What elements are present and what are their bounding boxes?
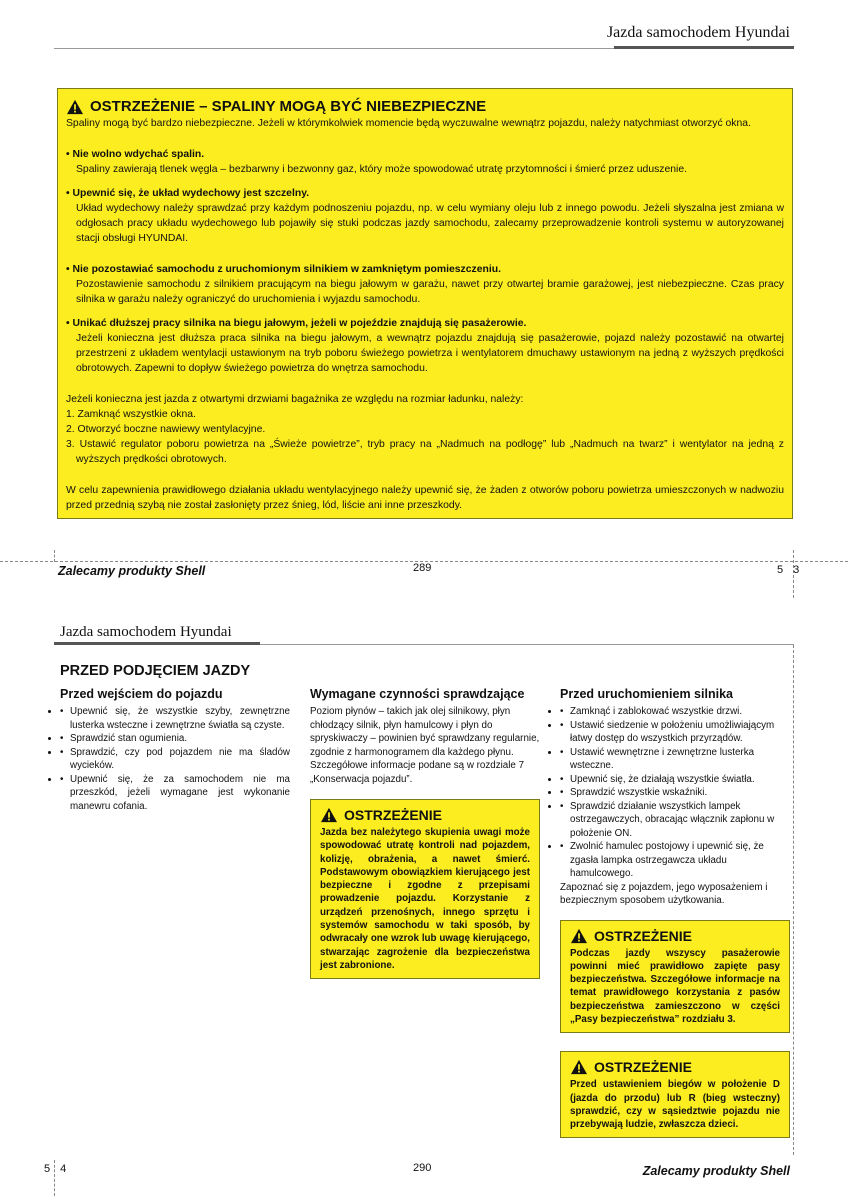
warning-bullet-text: Jeżeli konieczna jest dłuższa praca silnika na biegu jałowym, a wewnątrz pojazdu znajdują się pasażerowie, pojazd należy pozostawić na otwartej przestrzeni z układem wentylacji ustawionym na tryb poboru świeżego powietrza i wentylatorem dmuchawy ustawionym na jedną z wyższych prędkości obrotowych. Zapewni to dopływ świeżego powietrza do wnętrza samochodu.	[76, 333, 784, 374]
list-item: • • Upewnić się, że za samochodem nie ma przeszkód, jeżeli wymagane jest wykonanie manewru cofania.	[60, 773, 290, 814]
warning-title: OSTRZEŻENIE	[344, 807, 443, 823]
page-number: 289	[413, 562, 432, 574]
warning-bullet-text: Spaliny zawierają tlenek węgla – bezbarwny i bezwonny gaz, który może spowodować utratę przytomności i śmierć przez uduszenie.	[76, 164, 688, 175]
footer-brand: Zalecamy produkty Shell	[642, 1164, 790, 1178]
checklist	[560, 705, 790, 881]
page-header: Jazda samochodem Hyundai	[606, 24, 790, 41]
warning-closing: W celu zapewnienia prawidłowego działania układu wentylacyjnego należy upewnić się, że żaden z otworów poboru powietrza umieszczonych w nadwoziu przed przednią szybą nie został zasłonięty przez śnieg, lód, liście ani inne przeszkody.	[66, 485, 784, 511]
warning-triangle-icon	[320, 807, 338, 823]
warning-text: Podczas jazdy wszyscy pasażerowie powinni mieć prawidłowo zapięte pasy bezpieczeństwa. Szczegółowe informacje na temat prawidłowego korzystania z pasów bezpieczeństwa zamieszczono w części „Pasy bezpieczeństwa” rozdziału 3.	[570, 947, 780, 1025]
warning-triangle-icon	[66, 99, 84, 115]
list-item: • • Sprawdzić wszystkie wskaźniki.	[560, 786, 790, 800]
warning-text: Jazda bez należytego skupienia uwagi może spowodować utratę kontroli nad pojazdem, kolizję, obrażenia, a nawet śmierć. Podstawowym obowiązkiem kierującego jest bezpieczne i zgodne z przepisami prowadzenie pojazdu. Korzystanie z urządzeń przenośnych, innego sprzętu i systemów samochodu w taki sposób, by odwracały one wzrok lub uwagę kierującego, stwarzając zagrożenie dla bezpieczeństwa jest zabronione.	[320, 827, 530, 971]
column-before-starting	[560, 687, 790, 1138]
warning-text: Przed ustawieniem biegów w położenie D (jazda do przodu) lub R (bieg wsteczny) sprawdzić, czy w sąsiedztwie pojazdu nie przebywają ludzie, zwłaszcza dzieci.	[570, 1079, 780, 1131]
section-number: 5 3	[777, 564, 800, 576]
list-item: • • Zamknąć i zablokować wszystkie drzwi.	[560, 705, 790, 719]
warning-box	[560, 1051, 790, 1138]
page-header: Jazda samochodem Hyundai	[60, 624, 232, 640]
warning-title: OSTRZEŻENIE	[594, 1059, 693, 1076]
warning-box	[310, 799, 540, 979]
column-before-entering	[60, 687, 290, 813]
list-item: • • Upewnić się, że wszystkie szyby, zewnętrzne lusterka wsteczne i zewnętrzne światła są czyste.	[60, 705, 290, 732]
warning-triangle-icon	[570, 1059, 588, 1075]
section-title: PRZED PODJĘCIEM JAZDY	[60, 663, 251, 679]
trunk-step: 3. Ustawić regulator poboru powietrza na „Świeże powietrze”, tryb pracy na „Nadmuch na podłogę” lub „Nadmuch na twarz” i wentylator na jedną z wyższych prędkości obrotowych.	[66, 439, 784, 465]
warning-triangle-icon	[570, 928, 588, 944]
header-rule-thick	[54, 642, 260, 645]
warning-box	[560, 920, 790, 1034]
warning-bullet-head: • Upewnić się, że układ wydechowy jest szczelny.	[66, 188, 310, 199]
column-required-checks	[310, 687, 540, 979]
list-item: • • Upewnić się, że działają wszystkie światła.	[560, 773, 790, 787]
trunk-step: 1. Zamknąć wszystkie okna.	[66, 409, 196, 420]
warning-bullet-head: • Nie wolno wdychać spalin.	[66, 149, 205, 160]
header-rule-thick	[614, 46, 794, 49]
warning-bullet-head: • Nie pozostawiać samochodu z uruchomionym silnikiem w zamkniętym pomieszczeniu.	[66, 264, 501, 275]
footer-brand: Zalecamy produkty Shell	[58, 564, 206, 578]
list-item: • • Sprawdzić działanie wszystkich lampek ostrzegawczych, obracając włącznik zapłonu w położenie ON.	[560, 800, 790, 841]
column-title: Wymagane czynności sprawdzające	[310, 687, 525, 701]
list-item: • • Sprawdzić stan ogumienia.	[60, 732, 290, 746]
warning-intro: Spaliny mogą być bardzo niebezpieczne. Jeżeli w którymkolwiek momencie będą wyczuwalne wewnątrz pojazdu, należy natychmiast otworzyć okna.	[66, 118, 751, 129]
column-title: Przed uruchomieniem silnika	[560, 687, 733, 701]
checklist	[60, 705, 290, 813]
page-number: 290	[413, 1162, 432, 1174]
warning-bullet-text: Pozostawienie samochodu z silnikiem pracującym na biegu jałowym w garażu, nawet przy otwartej bramie garażowej, jest niebezpieczne. Czas pracy silnika w garażu należy ograniczyć do uruchomienia i wyjazdu samochodu.	[76, 279, 784, 305]
column-title: Przed wejściem do pojazdu	[60, 687, 223, 701]
crop-mark	[54, 550, 55, 562]
warning-bullet-text: Układ wydechowy należy sprawdzać przy każdym podnoszeniu pojazdu, np. w celu wymiany oleju lub z innego powodu. Jeżeli słyszalna jest zmiana w odgłosach pracy układu wydechowego lub pojawiły się stuki podczas jazdy samochodu, zalecamy przeprowadzenie kontroli systemu w autoryzowanej stacji obsługi HYUNDAI.	[76, 203, 784, 244]
list-item: • • Sprawdzić, czy pod pojazdem nie ma śladów wycieków.	[60, 746, 290, 773]
list-item: • • Zwolnić hamulec postojowy i upewnić się, że zgasła lampka ostrzegawcza układu hamulcowego.	[560, 840, 790, 881]
warning-bullet-head: • Unikać dłuższej pracy silnika na biegu jałowym, jeżeli w pojeździe znajdują się pasażerowie.	[66, 318, 527, 329]
list-item: • • Ustawić siedzenie w położeniu umożliwiającym łatwy dostęp do wszystkich przyrządów.	[560, 719, 790, 746]
familiarize-text: Zapoznać się z pojazdem, jego wyposażeniem i bezpiecznym sposobem użytkowania.	[560, 881, 768, 906]
exhaust-warning-box	[57, 88, 793, 519]
section-number: 5 4	[44, 1163, 67, 1175]
list-item: • • Ustawić wewnętrzne i zewnętrzne lusterka wsteczne.	[560, 746, 790, 773]
margin-line	[793, 645, 794, 1155]
warning-title: OSTRZEŻENIE – SPALINY MOGĄ BYĆ NIEBEZPIECZNE	[66, 97, 784, 116]
checks-text: Poziom płynów – takich jak olej silnikowy, płyn chłodzący silnik, płyn hamulcowy i płyn do spryskiwaczy – powinien być sprawdzany regularnie, zgodnie z harmonogramem dla każdego płynu. Szczegółowe informacje podane są w rozdziale 7 „Konserwacja pojazdu”.	[310, 706, 540, 785]
warning-title: OSTRZEŻENIE	[594, 927, 693, 944]
trunk-intro: Jeżeli konieczna jest jazda z otwartymi drzwiami bagażnika ze względu na rozmiar ładunku, należy:	[66, 394, 524, 405]
trunk-step: 2. Otworzyć boczne nawiewy wentylacyjne.	[66, 424, 266, 435]
